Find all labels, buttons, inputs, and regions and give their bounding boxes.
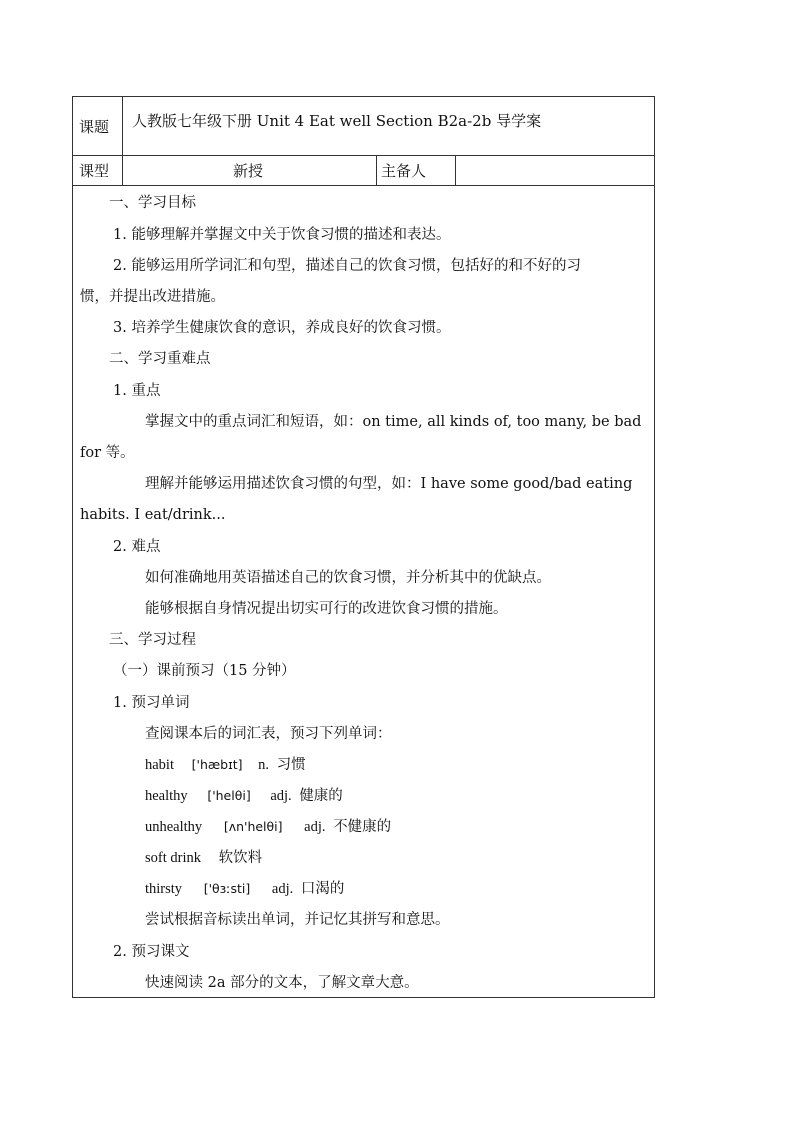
subheading-text-preview: 2. 预习课文 [113, 944, 190, 960]
section-heading-objectives: 一、学习目标 [109, 195, 196, 211]
instruction-text: 查阅课本后的词汇表，预习下列单词： [145, 726, 392, 742]
col-divider [455, 155, 456, 185]
topic-label: 课题 [79, 118, 110, 136]
vocab-word: thirsty [145, 881, 183, 897]
vocab-row [145, 786, 343, 806]
objective-item: 3. 培养学生健康饮食的意识，养成良好的饮食习惯。 [113, 320, 451, 336]
vocab-row [145, 879, 344, 899]
instruction-text: 快速阅读 2a 部分的文本，了解文章大意。 [145, 975, 419, 991]
vocab-pos: adj. [270, 788, 292, 804]
focus-item: 掌握文中的重点词汇和短语，如：on time, all kinds of, too many, be bad [145, 414, 642, 430]
vocab-ipa: ['hæbɪt] [191, 757, 243, 772]
preparer-label: 主备人 [381, 162, 427, 180]
vocab-meaning: 不健康的 [333, 819, 392, 835]
vocab-word: habit [145, 757, 174, 773]
subheading-difficulty: 2. 难点 [113, 539, 161, 555]
type-value: 新授 [233, 162, 264, 180]
vocab-pos: adj. [271, 881, 294, 897]
objective-item: 1. 能够理解并掌握文中关于饮食习惯的描述和表达。 [113, 227, 451, 243]
subheading-preview: （一）课前预习（15 分钟） [113, 663, 296, 679]
vocab-word: unhealthy [145, 819, 203, 835]
lesson-plan-table [72, 96, 655, 998]
type-label: 课型 [79, 162, 110, 180]
vocab-row [145, 755, 306, 775]
vocab-ipa: ['θɜːsti] [203, 881, 251, 896]
subheading-focus: 1. 重点 [113, 383, 161, 399]
col-divider [122, 97, 123, 185]
vocab-word: healthy [145, 788, 188, 804]
section-heading-process: 三、学习过程 [109, 632, 196, 648]
vocab-meaning: 习惯 [276, 757, 306, 773]
row-divider [73, 185, 654, 186]
vocab-ipa: [ʌn'helθi] [223, 819, 283, 834]
topic-value: 人教版七年级下册 Unit 4 Eat well Section B2a-2b 导学案 [132, 112, 542, 130]
subheading-words: 1. 预习单词 [113, 695, 190, 711]
vocab-row [145, 817, 391, 837]
vocab-ipa: ['helθi] [207, 788, 251, 803]
focus-item: 理解并能够运用描述饮食习惯的句型，如：I have some good/bad eating [145, 476, 633, 492]
row-divider [73, 155, 654, 156]
difficulty-item: 能够根据自身情况提出切实可行的改进饮食习惯的措施。 [145, 601, 508, 617]
vocab-pos: adj. [304, 819, 326, 835]
objective-item-cont: 惯，并提出改进措施。 [80, 289, 225, 305]
focus-item-cont: habits. I eat/drink... [80, 507, 226, 523]
vocab-pos: n. [258, 757, 269, 773]
focus-item-cont: for 等。 [80, 445, 135, 461]
section-heading-key-points: 二、学习重难点 [109, 351, 211, 367]
vocab-row [145, 848, 262, 868]
col-divider [376, 155, 377, 185]
difficulty-item: 如何准确地用英语描述自己的饮食习惯，并分析其中的优缺点。 [145, 570, 551, 586]
vocab-meaning: 口渴的 [300, 881, 345, 897]
objective-item: 2. 能够运用所学词汇和句型，描述自己的饮食习惯，包括好的和不好的习 [113, 258, 581, 274]
vocab-meaning: 软饮料 [218, 850, 263, 866]
vocab-word: soft drink [145, 850, 201, 866]
instruction-text: 尝试根据音标读出单词，并记忆其拼写和意思。 [145, 912, 450, 928]
vocab-meaning: 健康的 [299, 788, 343, 804]
